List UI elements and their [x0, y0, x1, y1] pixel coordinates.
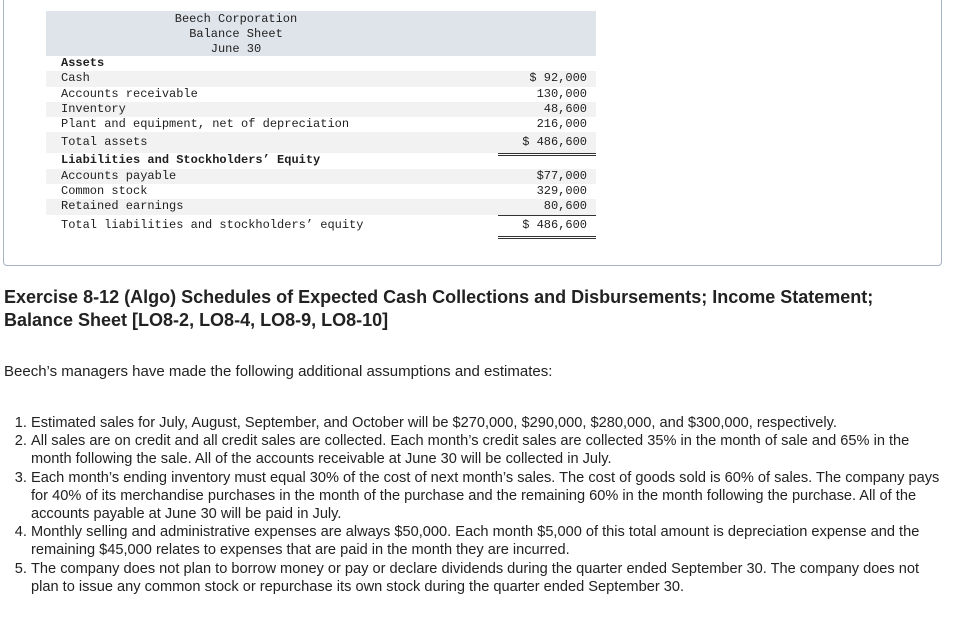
row-amount: $ 92,000 — [529, 71, 587, 86]
row-label: Accounts payable — [61, 168, 177, 183]
total-liabilities-row — [46, 215, 596, 236]
table-row — [46, 71, 596, 86]
row-amount: 48,600 — [543, 101, 587, 116]
balance-sheet-header — [46, 11, 596, 56]
assumptions-list — [0, 414, 945, 596]
company-name: Beech Corporation — [174, 12, 298, 26]
row-amount: 80,600 — [498, 199, 596, 215]
exercise-intro: Beech’s managers have made the following additional assumptions and estimates: — [4, 363, 553, 380]
row-label: Cash — [61, 71, 90, 86]
row-label: Retained earnings — [61, 199, 184, 214]
total-assets-row — [46, 132, 596, 153]
exercise-title: Exercise 8-12 (Algo) Schedules of Expected Cash Collections and Disbursements; Income Statement; Balance Sheet [LO8-2, LO8-4, LO8-9, LO8-10] — [4, 287, 874, 330]
row-amount: 329,000 — [536, 184, 587, 199]
list-item: 3. Each month’s ending inventory must equal 30% of the cost of next month’s sales. The cost of goods sold is 60% of sales. The company pays for 40% of its merchandise purchases in the month of the purchase and the remaining 60% in the month following the purchase. All of the accounts payable at June 30 will be paid in July. — [31, 469, 945, 524]
list-item: 1. Estimated sales for July, August, September, and October will be $270,000, $290,000, $280,000, and $300,000, respectively. — [31, 414, 945, 432]
liabilities-heading: Liabilities and Stockholders’ Equity — [61, 153, 321, 168]
liabilities-heading-row — [46, 153, 596, 168]
row-label: Plant and equipment, net of depreciation — [61, 117, 350, 132]
row-label: Accounts receivable — [61, 86, 198, 101]
balance-sheet-table — [46, 11, 596, 236]
statement-date: June 30 — [210, 42, 262, 56]
table-row — [46, 169, 596, 184]
table-row — [46, 199, 596, 214]
total-assets-amount: $ 486,600 — [498, 132, 596, 156]
total-assets-label: Total assets — [61, 135, 148, 150]
list-item: 4. Monthly selling and administrative expenses are always $50,000. Each month $5,000 of this total amount is depreciation expense and the remaining $45,000 relates to expenses that are paid in the month they are incurred. — [31, 523, 945, 559]
table-row — [46, 117, 596, 132]
row-amount: $77,000 — [536, 168, 587, 183]
total-liabilities-amount: $ 486,600 — [498, 215, 596, 239]
row-label: Common stock — [61, 184, 148, 199]
list-item: 5. The company does not plan to borrow money or pay or declare dividends during the quarter ended September 30. The company does not plan to issue any common stock or repurchase its own stock during the quarter ended September 30. — [31, 560, 945, 596]
statement-name: Balance Sheet — [189, 27, 283, 41]
row-amount: 216,000 — [498, 117, 596, 133]
balance-sheet-card — [3, 0, 942, 266]
assets-heading: Assets — [61, 56, 105, 70]
table-row — [46, 87, 596, 102]
table-row — [46, 184, 596, 199]
total-liabilities-label: Total liabilities and stockholders’ equity — [61, 217, 364, 232]
row-amount: 130,000 — [536, 86, 587, 101]
list-item: 2. All sales are on credit and all credit sales are collected. Each month’s credit sales are collected 35% in the month of sale and 65% in the month following the sale. All of the accounts receivable at June 30 will be collected in July. — [31, 432, 945, 468]
assets-heading-row — [46, 56, 596, 71]
row-label: Inventory — [61, 101, 126, 116]
table-row — [46, 102, 596, 117]
